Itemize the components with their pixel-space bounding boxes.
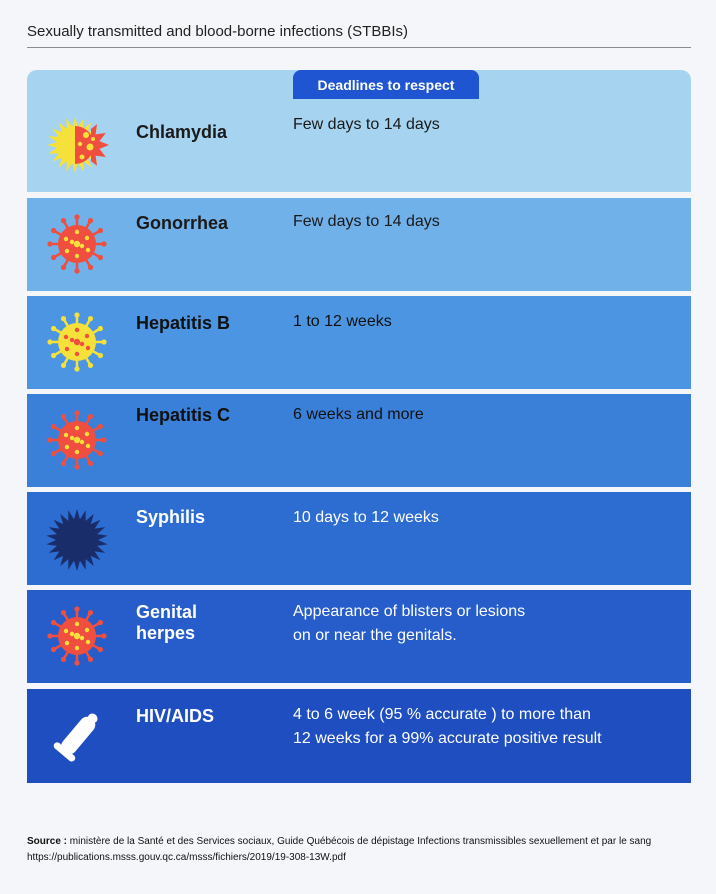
table-row [27, 590, 691, 683]
infection-deadline: 1 to 12 weeks [293, 313, 392, 330]
table-row [27, 394, 691, 487]
title-divider [27, 47, 691, 48]
table-row [27, 99, 691, 192]
source-text: ministère de la Santé et des Services sociaux, Guide Québécois de dépistage Infections transmissibles sexuellement et par le sang [67, 836, 652, 847]
table-row [27, 492, 691, 585]
hepatitis-c-virus-icon [45, 408, 109, 472]
infection-deadline: Appearance of blisters or lesions on or near the genitals. [293, 603, 526, 644]
source-label: Source : [27, 836, 68, 847]
infections-table [27, 70, 691, 786]
deadlines-column-header: Deadlines to respect [293, 70, 479, 99]
page-title: Sexually transmitted and blood-borne infections (STBBIs) [27, 23, 409, 40]
infection-deadline: Few days to 14 days [293, 116, 440, 133]
table-row [27, 296, 691, 389]
infection-name: Syphilis [136, 507, 206, 527]
source-note [27, 834, 697, 866]
infection-deadline: 6 weeks and more [293, 406, 424, 423]
herpes-virus-icon [45, 604, 109, 668]
infection-name: Hepatitis C [136, 405, 231, 425]
infection-name: Chlamydia [136, 122, 228, 142]
syphilis-bacteria-icon [45, 508, 109, 572]
condom-icon [45, 705, 109, 769]
source-url[interactable]: https://publications.msss.gouv.qc.ca/msss/fichiers/2019/19-308-13W.pdf [27, 852, 346, 863]
table-row [27, 198, 691, 291]
gonorrhea-virus-icon [45, 212, 109, 276]
infection-deadline: 4 to 6 week (95 % accurate ) to more than 12 weeks for a 99% accurate positive result [293, 706, 602, 747]
table-row [27, 689, 691, 783]
infection-deadline: 10 days to 12 weeks [293, 509, 439, 526]
infection-name: Gonorrhea [136, 213, 229, 233]
infection-name: Hepatitis B [136, 313, 231, 333]
infection-name: Genital herpes [136, 602, 198, 643]
infection-deadline: Few days to 14 days [293, 213, 440, 230]
chlamydia-virus-icon [45, 113, 109, 177]
infection-name: HIV/AIDS [136, 706, 215, 726]
hepatitis-b-virus-icon [45, 310, 109, 374]
